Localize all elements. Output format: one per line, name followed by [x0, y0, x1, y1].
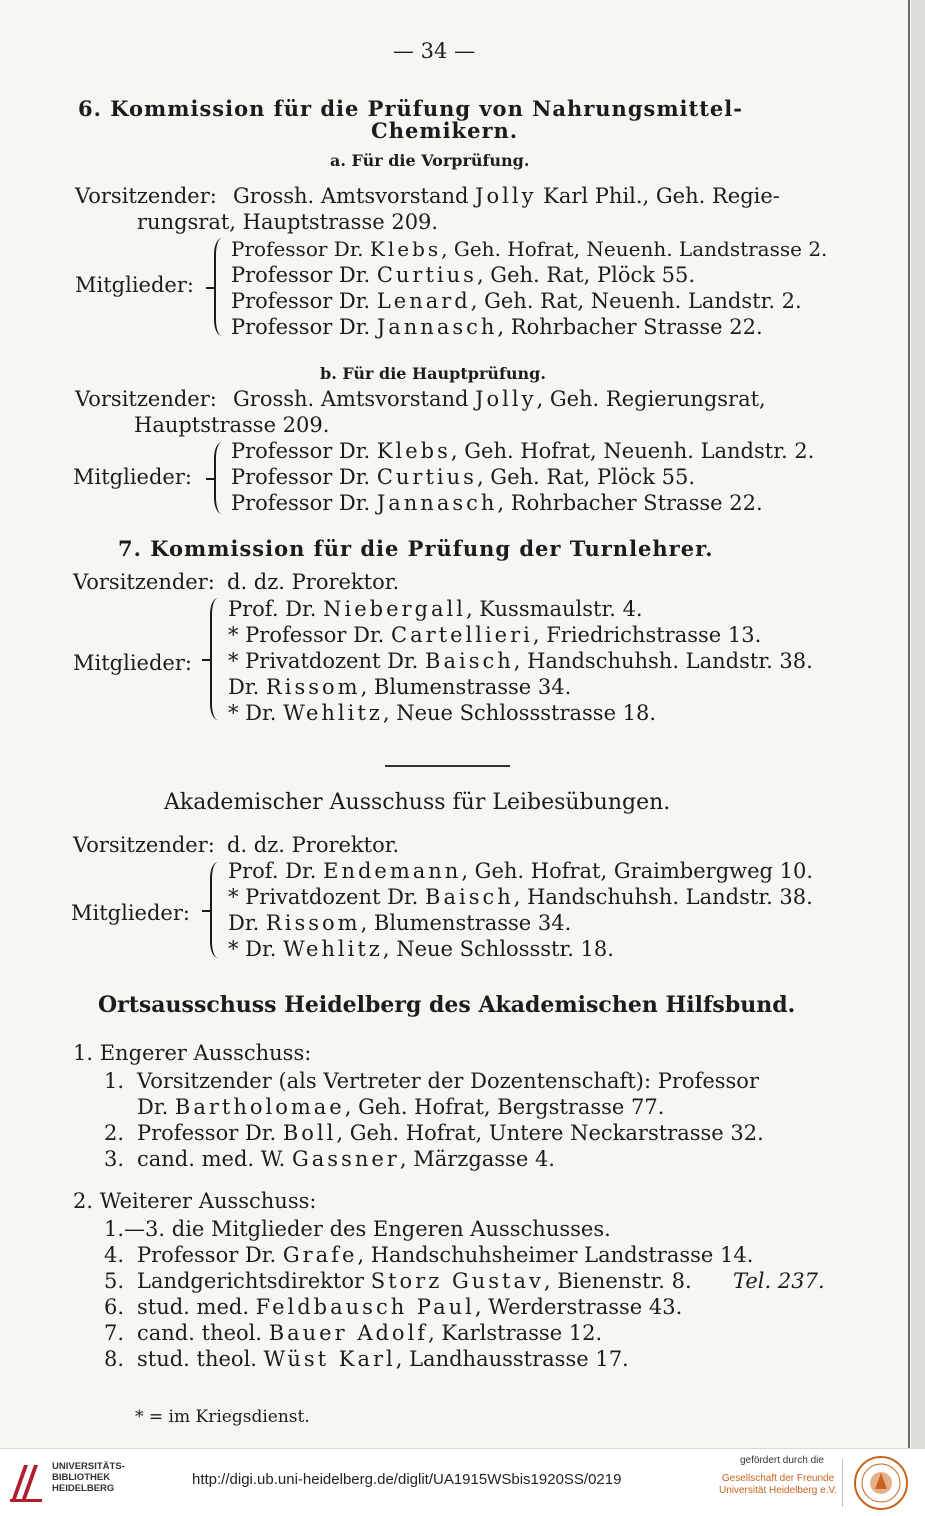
section-6a-subtitle: a. Für die Vorprüfung. [330, 151, 530, 170]
footer-divider [842, 1459, 843, 1507]
section-7-chair: d. dz. Prorektor. [227, 570, 400, 594]
list-item: Landgerichtsdirektor Storz Gustav, Bienenstr. 8. [137, 1269, 692, 1293]
list-item: * Privatdozent Dr. Baisch, Handschuhsh. Landstr. 38. [228, 649, 813, 673]
footer-bar [0, 1448, 925, 1516]
orts-engerer-heading: 1. Engerer Ausschuss: [73, 1041, 312, 1065]
akad-title: Akademischer Ausschuss für Leibesübungen. [164, 790, 671, 815]
section-6-title-cont: Chemikern. [371, 118, 519, 143]
list-item-number: 2. [104, 1121, 125, 1145]
brace [210, 862, 220, 958]
list-item: * Professor Dr. Cartellieri, Friedrichstrasse 13. [228, 623, 762, 647]
list-item: Dr. Rissom, Blumenstrasse 34. [228, 675, 572, 699]
list-item-number: 3. [104, 1147, 125, 1171]
list-item: Dr. Rissom, Blumenstrasse 34. [228, 911, 572, 935]
section-6a-members-label: Mitglieder: [75, 273, 194, 297]
brace [214, 238, 224, 336]
list-item: Professor Dr. Curtius, Geh. Rat, Plöck 55. [231, 465, 696, 489]
list-item: Prof. Dr. Endemann, Geh. Hofrat, Graimbergweg 10. [228, 859, 814, 883]
list-item: Professor Dr. Klebs, Geh. Hofrat, Neuenh. Landstrasse 2. [231, 237, 828, 261]
list-item: Professor Dr. Jannasch, Rohrbacher Strasse 22. [231, 491, 763, 515]
list-item: Professor Dr. Grafe, Handschuhsheimer Landstrasse 14. [137, 1243, 754, 1267]
list-item: 1.—3. die Mitglieder des Engeren Ausschusses. [104, 1217, 611, 1241]
brace [214, 442, 224, 514]
library-name: UNIVERSITÄTS- BIBLIOTHEK HEIDELBERG [52, 1461, 125, 1494]
page-edge [908, 0, 910, 1448]
list-item: Dr. Bartholomae, Geh. Hofrat, Bergstrasse 77. [137, 1095, 665, 1119]
list-item-number: 8. [104, 1347, 125, 1371]
orts-title: Ortsausschuss Heidelberg des Akademischen Hilfsbund. [98, 992, 796, 1018]
section-6b-chair-label: Vorsitzender: [75, 387, 217, 411]
akad-members-label: Mitglieder: [71, 901, 190, 925]
list-item: cand. theol. Bauer Adolf, Karlstrasse 12. [137, 1321, 603, 1345]
list-item: Professor Dr. Curtius, Geh. Rat, Plöck 55. [231, 263, 696, 287]
list-item-number: 4. [104, 1243, 125, 1267]
footnote: * = im Kriegsdienst. [135, 1407, 310, 1427]
section-7-title: 7. Kommission für die Prüfung der Turnlehrer. [118, 536, 714, 561]
akad-chair: d. dz. Prorektor. [227, 833, 400, 857]
page-edge-shadow [911, 0, 925, 1448]
list-item: stud. med. Feldbausch Paul, Werderstrasse 43. [137, 1295, 683, 1319]
section-7-chair-label: Vorsitzender: [73, 570, 215, 594]
telephone-note: Tel. 237. [733, 1269, 825, 1293]
list-item: Vorsitzender (als Vertreter der Dozentenschaft): Professor [137, 1069, 759, 1093]
section-6b-chair: Grossh. Amtsvorstand Jolly, Geh. Regierungsrat, [233, 387, 766, 411]
section-6b-subtitle: b. Für die Hauptprüfung. [320, 364, 546, 383]
list-item: stud. theol. Wüst Karl, Landhausstrasse 17. [137, 1347, 629, 1371]
funding-label: gefördert durch die [740, 1455, 824, 1466]
section-6a-chair-label: Vorsitzender: [75, 184, 217, 208]
page-number: — 34 — [393, 39, 476, 63]
list-item: Professor Dr. Boll, Geh. Hofrat, Untere Neckarstrasse 32. [137, 1121, 764, 1145]
list-item: cand. med. W. Gassner, Märzgasse 4. [137, 1147, 555, 1171]
section-6a-chair-cont: rungsrat, Hauptstrasse 209. [137, 210, 439, 234]
funder-name: Gesellschaft der Freunde Universität Heidelberg e.V. [718, 1473, 838, 1496]
list-item: * Privatdozent Dr. Baisch, Handschuhsh. Landstr. 38. [228, 885, 813, 909]
section-6b-chair-cont: Hauptstrasse 209. [134, 413, 330, 437]
list-item: * Dr. Wehlitz, Neue Schlossstr. 18. [228, 937, 614, 961]
section-6a-chair: Grossh. Amtsvorstand Jolly Karl Phil., Geh. Regie- [233, 184, 780, 208]
list-item: Professor Dr. Lenard, Geh. Rat, Neuenh. Landstr. 2. [231, 289, 802, 313]
section-6-title: 6. Kommission für die Prüfung von Nahrungsmittel- [78, 96, 743, 121]
list-item: Professor Dr. Klebs, Geh. Hofrat, Neuenh. Landstr. 2. [231, 439, 815, 463]
section-6b-members-label: Mitglieder: [73, 465, 192, 489]
brace [210, 598, 220, 720]
library-logo-icon [8, 1459, 44, 1505]
university-seal-icon [853, 1455, 909, 1511]
section-divider [385, 765, 510, 767]
akad-chair-label: Vorsitzender: [73, 833, 215, 857]
list-item-number: 1. [104, 1069, 125, 1093]
list-item: * Dr. Wehlitz, Neue Schlossstrasse 18. [228, 701, 657, 725]
permalink-url[interactable]: http://digi.ub.uni-heidelberg.de/diglit/UA1915WSbis1920SS/0219 [192, 1471, 622, 1488]
orts-weiterer-heading: 2. Weiterer Ausschuss: [73, 1189, 317, 1213]
section-7-members-label: Mitglieder: [73, 651, 192, 675]
list-item: Prof. Dr. Niebergall, Kussmaulstr. 4. [228, 597, 643, 621]
list-item-number: 7. [104, 1321, 125, 1345]
list-item: Professor Dr. Jannasch, Rohrbacher Strasse 22. [231, 315, 763, 339]
list-item-number: 6. [104, 1295, 125, 1319]
list-item-number: 5. [104, 1269, 125, 1293]
